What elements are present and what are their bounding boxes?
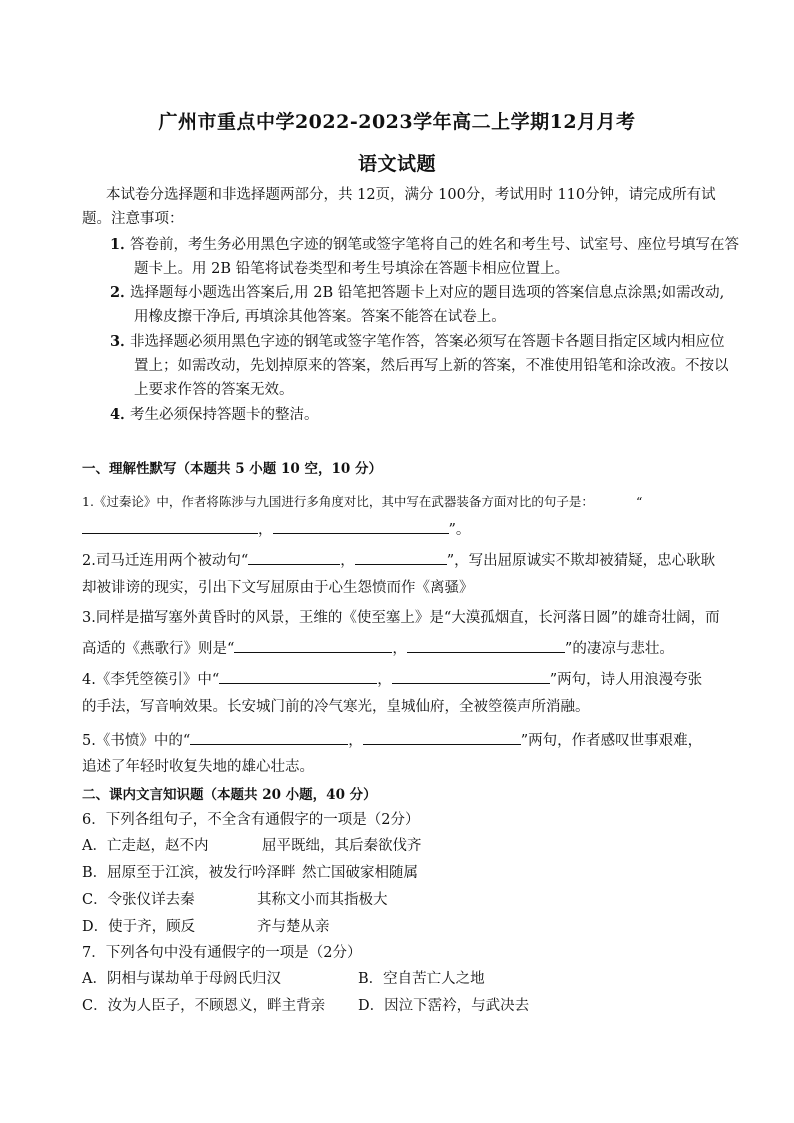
option-d: D．因泣下霑衿，与武决去 xyxy=(358,998,530,1014)
exam-title: 广州市重点中学2022-2023学年高二上学期12月月考 xyxy=(158,111,636,133)
note-2 xyxy=(110,283,724,303)
option-b-pair: 然亡国破家相随属 xyxy=(302,865,418,881)
question-1-end: ”。 xyxy=(448,522,471,538)
separator: ， xyxy=(340,553,355,569)
question-6: 6．下列各组句子，不全含有通假字的一项是（2分） xyxy=(82,812,420,828)
note-number: 1． xyxy=(110,236,135,253)
section-1-heading: 一、理解性默写（本题共 5 小题 10 空，10 分） xyxy=(82,461,382,477)
question-3: 3.同样是描写塞外黄昏时的风景，王维的《使至塞上》是“大漠孤烟直，长河落日圆”的雄奇壮阔，而 xyxy=(82,610,720,626)
question-3-rest: ”的凄凉与悲壮。 xyxy=(564,641,674,657)
note-1-cont: 题卡上。用 2B 铅笔将试卷类型和考生号填涂在答题卡相应位置上。 xyxy=(134,261,570,277)
question-5-rest: ”两句，作者感叹世事艰难， xyxy=(520,733,703,749)
note-text: 非选择题必须用黑色字迹的钢笔或签字笔作答，答案必须写在答题卡各题目指定区域内相应位 xyxy=(130,334,725,350)
question-1-text: 1.《过秦论》中，作者将陈涉与九国进行多角度对比，其中写在武器装备方面对比的句子是： xyxy=(82,494,594,509)
intro-line-2: 题。注意事项： xyxy=(82,211,184,227)
answer-blank[interactable] xyxy=(407,637,565,653)
question-2-line-2: 却被诽谤的现实，引出下文写屈原由于心生怨愤而作《离骚》 xyxy=(82,580,474,596)
question-5-line-2: 追述了年轻时收复失地的雄心壮志。 xyxy=(82,759,314,775)
question-4-start: 4.《李凭箜篌引》中“ xyxy=(82,672,220,688)
section-2-heading: 二、课内文言知识题（本题共 20 小题，40 分） xyxy=(82,787,377,803)
question-2-start: 2.司马迁连用两个被动句“ xyxy=(82,553,249,569)
note-3-cont-1: 置上；如需改动，先划掉原来的答案，然后再写上新的答案，不准使用铅笔和涂改液。不按以 xyxy=(134,358,729,374)
question-3-start: 高适的《燕歌行》则是“ xyxy=(82,641,235,657)
question-1-answer-line xyxy=(82,518,470,540)
note-number: 4． xyxy=(110,406,135,423)
option-a: A．亡走赵，赵不内 xyxy=(82,838,209,854)
note-text: 考生必须保持答题卡的整洁。 xyxy=(130,407,319,423)
option-a-pair: 屈平既绌，其后秦欲伐齐 xyxy=(262,838,422,854)
question-5-start: 5.《书愤》中的“ xyxy=(82,733,191,749)
answer-blank[interactable] xyxy=(219,668,377,684)
question-7: 7．下列各句中没有通假字的一项是（2分） xyxy=(82,945,362,961)
answer-blank[interactable] xyxy=(82,518,258,534)
option-d-pair: 齐与楚从亲 xyxy=(257,919,330,935)
quote-mark: “ xyxy=(635,494,643,509)
question-5 xyxy=(82,729,702,751)
option-c-pair: 其称文小而其指极大 xyxy=(257,892,388,908)
answer-blank[interactable] xyxy=(234,637,392,653)
note-3 xyxy=(110,332,725,352)
question-3-line-2 xyxy=(82,637,674,659)
option-c: C．令张仪详去秦 xyxy=(82,892,195,908)
note-4 xyxy=(110,405,319,425)
question-2 xyxy=(82,549,715,571)
exam-subtitle: 语文试题 xyxy=(357,153,436,175)
separator: ， xyxy=(377,672,392,688)
option-d: D．使于齐，顾反 xyxy=(82,919,196,935)
question-4-rest: ”两句，诗人用浪漫夸张 xyxy=(549,672,703,688)
option-c: C．汝为人臣子，不顾恩义，畔主背亲 xyxy=(82,998,326,1014)
separator: ， xyxy=(348,733,363,749)
separator: ， xyxy=(392,641,407,657)
note-3-cont-2: 上要求作答的答案无效。 xyxy=(134,382,294,398)
note-text: 选择题每小题选出答案后,用 2B 铅笔把答题卡上对应的题目选项的答案信息点涂黑;如需改动, xyxy=(130,285,725,301)
option-b: B．屈原至于江滨，被发行吟泽畔 xyxy=(82,865,296,881)
question-4-line-2: 的手法，写音响效果。长安城门前的冷气寒光，皇城仙府，全被箜篌声所消融。 xyxy=(82,699,590,715)
answer-blank[interactable] xyxy=(363,729,521,745)
answer-blank[interactable] xyxy=(190,729,348,745)
note-2-cont: 用橡皮擦干净后, 再填涂其他答案。答案不能答在试卷上。 xyxy=(134,309,506,325)
option-b: B．空自苦亡人之地 xyxy=(358,971,485,987)
answer-blank[interactable] xyxy=(273,518,449,534)
note-number: 3． xyxy=(110,333,135,350)
note-1 xyxy=(110,235,739,255)
answer-blank[interactable] xyxy=(248,549,340,565)
option-a: A．阴相与谋劫单于母阏氏归汉 xyxy=(82,971,281,987)
answer-blank[interactable] xyxy=(392,668,550,684)
intro-line-1: 本试卷分选择题和非选择题两部分，共 12页，满分 100分，考试用时 110分钟，请完成所有试 xyxy=(106,187,716,203)
answer-blank[interactable] xyxy=(355,549,447,565)
note-number: 2． xyxy=(110,284,135,301)
question-4 xyxy=(82,668,702,690)
question-1 xyxy=(82,492,642,512)
note-text: 答卷前，考生务必用黑色字迹的钢笔或签字笔将自己的姓名和考生号、试室号、座位号填写在答 xyxy=(130,237,739,253)
separator: ， xyxy=(258,522,273,538)
question-2-rest: ”，写出屈原诚实不欺却被猜疑，忠心耿耿 xyxy=(446,553,716,569)
